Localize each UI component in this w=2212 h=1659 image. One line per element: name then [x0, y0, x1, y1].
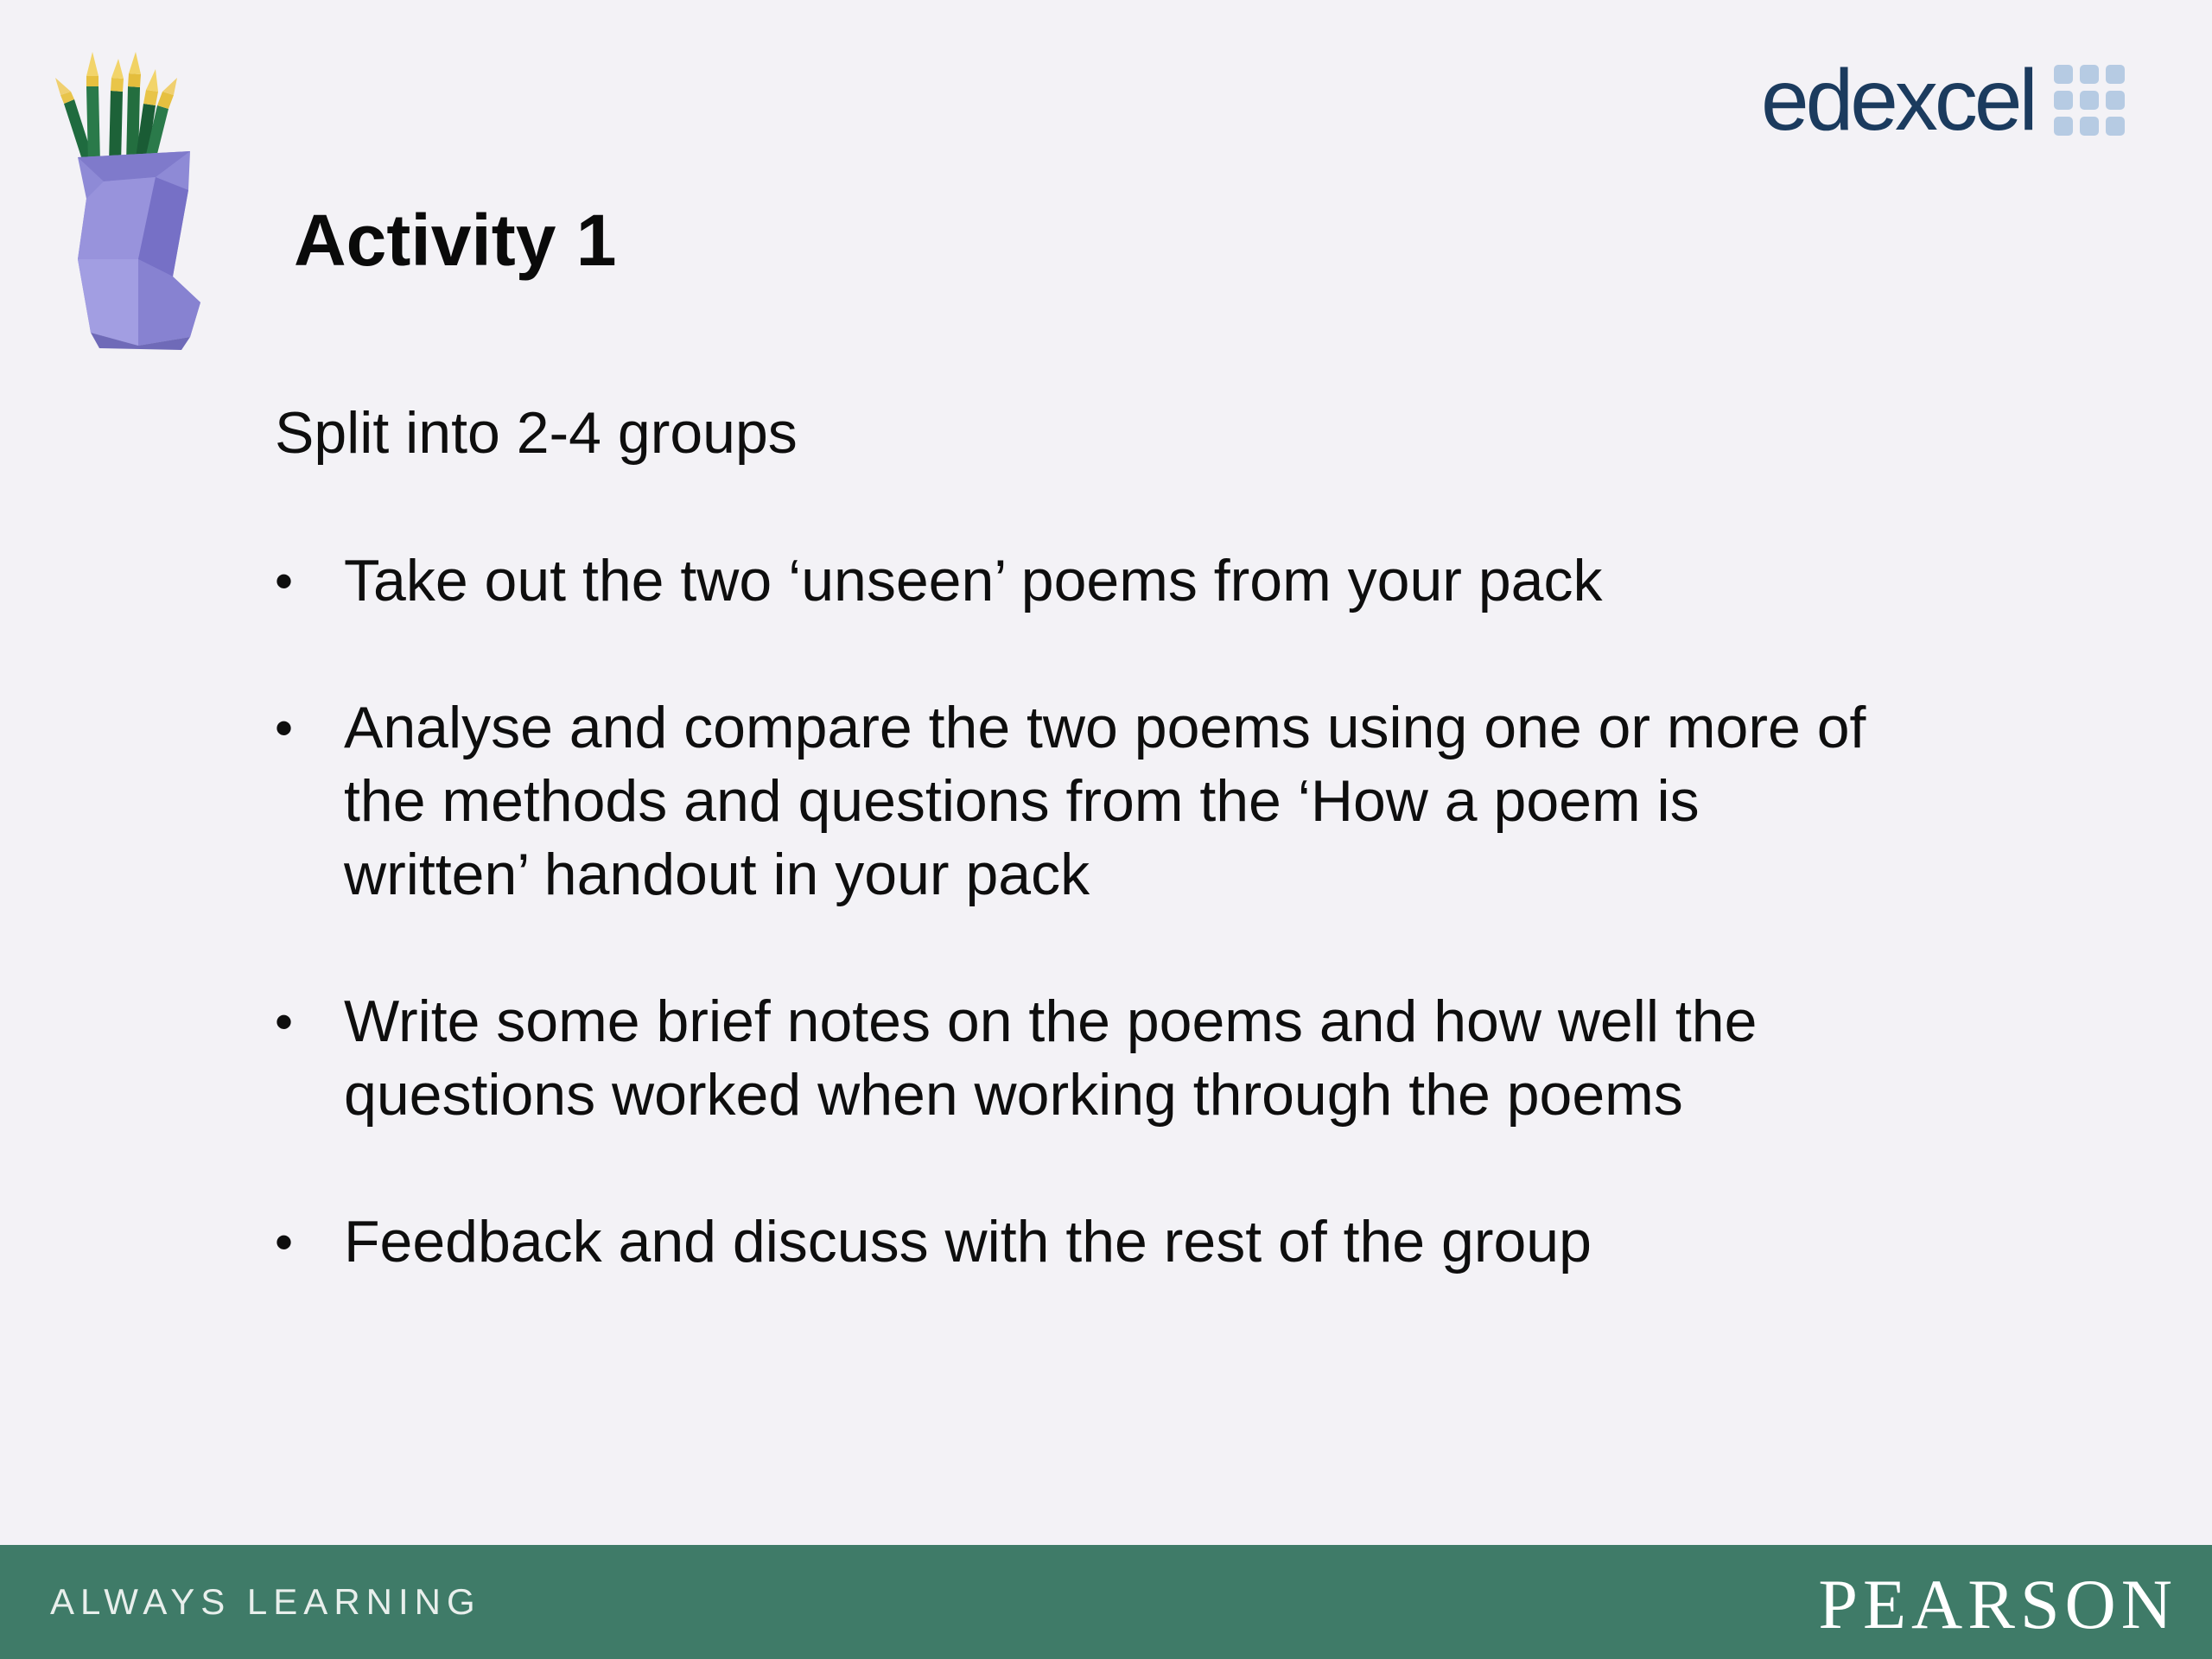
- bullet-list: [275, 544, 2003, 1352]
- bullet-line: Feedback and discuss with the rest of the group: [344, 1209, 1592, 1274]
- bullet-item: [275, 544, 2003, 618]
- bullet-item: [275, 691, 2003, 912]
- edexcel-logo: [1761, 52, 2125, 149]
- bullet-line: questions worked when working through the poems: [344, 1062, 1683, 1128]
- bullet-line: Take out the two ‘unseen’ poems from your pack: [344, 548, 1603, 613]
- pearson-logo: PEARSON: [1818, 1565, 2177, 1643]
- pencil-pot-icon: [52, 52, 216, 350]
- footer-bar: [0, 1545, 2212, 1659]
- intro-text: Split into 2-4 groups: [275, 400, 798, 466]
- footer-tagline: ALWAYS LEARNING: [50, 1581, 481, 1622]
- slide-title: Activity 1: [294, 200, 617, 281]
- pencils-icon: [55, 52, 177, 168]
- bullet-item: [275, 985, 2003, 1132]
- bullet-line: written’ handout in your pack: [344, 842, 1090, 907]
- pot-icon: [78, 151, 200, 350]
- bullet-line: Analyse and compare the two poems using one or more of: [344, 695, 1866, 760]
- edexcel-grid-icon: [2054, 65, 2125, 136]
- logo-wordmark: edexcel: [1761, 52, 2035, 149]
- bullet-marker: •: [275, 993, 294, 1051]
- bullet-line: Write some brief notes on the poems and how well the: [344, 988, 1758, 1054]
- bullet-marker: •: [275, 1213, 294, 1271]
- bullet-marker: •: [275, 552, 294, 610]
- bullet-item: [275, 1205, 2003, 1279]
- bullet-line: the methods and questions from the ‘How a poem is: [344, 768, 1700, 834]
- bullet-marker: •: [275, 699, 294, 757]
